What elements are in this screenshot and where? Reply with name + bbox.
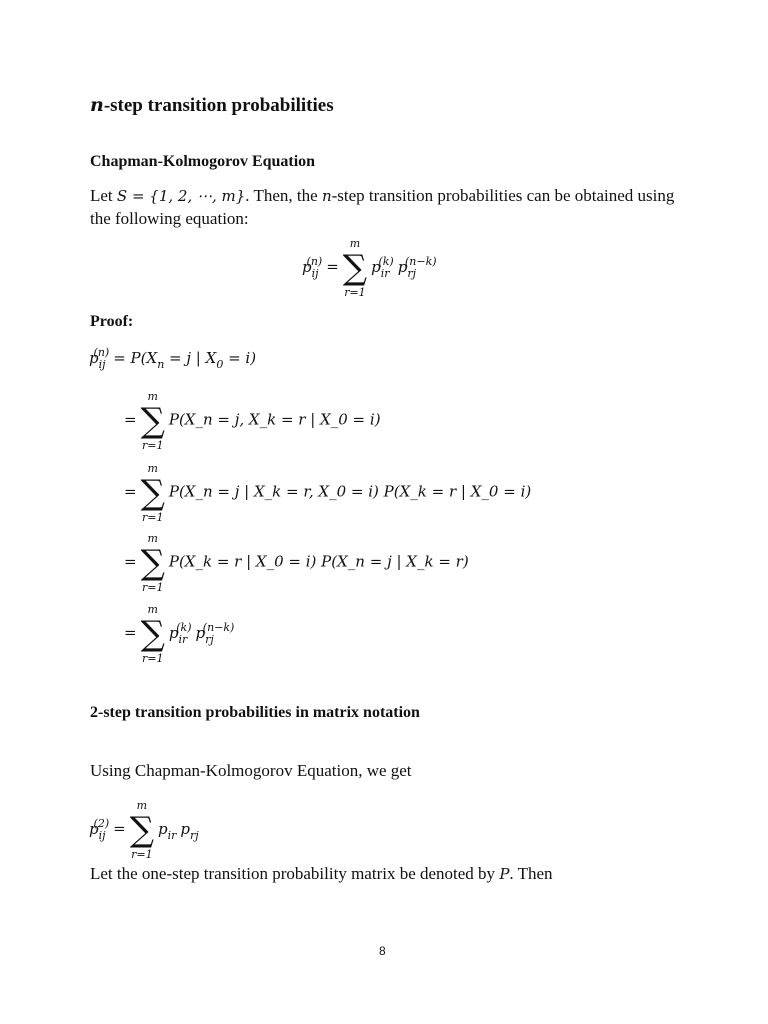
matrix-variable: P [499, 865, 510, 883]
intro-p1: Let [90, 186, 117, 205]
proof-line-0 [89, 346, 257, 371]
proof-line-4 [124, 603, 235, 665]
title-text: -step transition probabilities [103, 95, 334, 116]
proof-lhs: $p_{ij}^{(n)}$ [89, 346, 110, 371]
sum-symbol: m ∑ r=1 [140, 390, 165, 452]
proof-term-1: $p_{ir}^{(k)}$ [168, 620, 192, 646]
title-variable: n [90, 94, 104, 116]
proof-expr-1: P(X_n = j, X_k = r | X_0 = i) [168, 410, 381, 429]
ck-term-2: $p_{rj}^{(n-k)}$ [397, 254, 437, 280]
ck-sum: m ∑ r=1 [342, 237, 368, 299]
ck-formula [302, 237, 437, 299]
set-expression: S = {1, 2, ⋯, m} [116, 187, 246, 205]
intro-p3: -step transition probabilities can be obtained using [331, 186, 675, 205]
intro-p2: . Then, the [245, 186, 322, 205]
proof-expr-3: P(X_k = r | X_0 = i) P(X_n = j | X_k = r) [168, 552, 469, 571]
intro-variable: n [321, 187, 332, 205]
proof-term-2: $p_{rj}^{(n-k)}$ [195, 620, 235, 646]
using-text: Using Chapman-Kolmogorov Equation, we get [90, 761, 412, 780]
proof-label: Proof: [90, 313, 134, 330]
intro-line-2: the following equation: [90, 209, 249, 228]
two-step-term-2: $p_{rj}$ [180, 819, 199, 842]
proof-line-3 [124, 532, 469, 594]
final-text-after: . Then [509, 864, 553, 883]
proof-line-1 [124, 390, 381, 452]
sum-symbol: m ∑ r=1 [140, 462, 165, 524]
section-title [90, 94, 334, 117]
proof-rhs-0: = $P(X_n = j$ | $X_0 = i$) [113, 349, 257, 371]
equals-sign: = [124, 623, 137, 642]
two-step-term-1: $p_{ir}$ [158, 819, 177, 842]
proof-line-2 [124, 462, 532, 524]
equals-sign: = [124, 410, 137, 429]
page-number: 8 [379, 944, 386, 958]
two-step-lhs: $p_{ij}^{(2)}$ [89, 816, 110, 842]
sum-symbol: m ∑ r=1 [140, 603, 165, 665]
two-step-equals: = [113, 819, 126, 838]
proof-expr-2: P(X_n = j | X_k = r, X_0 = i) P(X_k = r | X_0 = i) [168, 482, 532, 501]
final-text [90, 863, 553, 885]
ck-term-1: $p_{ir}^{(k)}$ [371, 254, 394, 280]
two-step-sum: m ∑ r=1 [129, 799, 154, 861]
intro-line-1 [90, 185, 674, 207]
two-step-formula [89, 799, 199, 861]
final-text-before: Let the one-step transition probability matrix be denoted by [90, 864, 500, 883]
ck-equals: = [326, 257, 339, 276]
equals-sign: = [124, 482, 137, 501]
sum-symbol: m ∑ r=1 [140, 532, 165, 594]
ck-heading: Chapman-Kolmogorov Equation [90, 153, 316, 170]
equals-sign: = [124, 552, 137, 571]
ck-lhs: $p_{ij}^{(n)}$ [302, 254, 323, 280]
matrix-heading: 2-step transition probabilities in matrix notation [90, 704, 420, 721]
